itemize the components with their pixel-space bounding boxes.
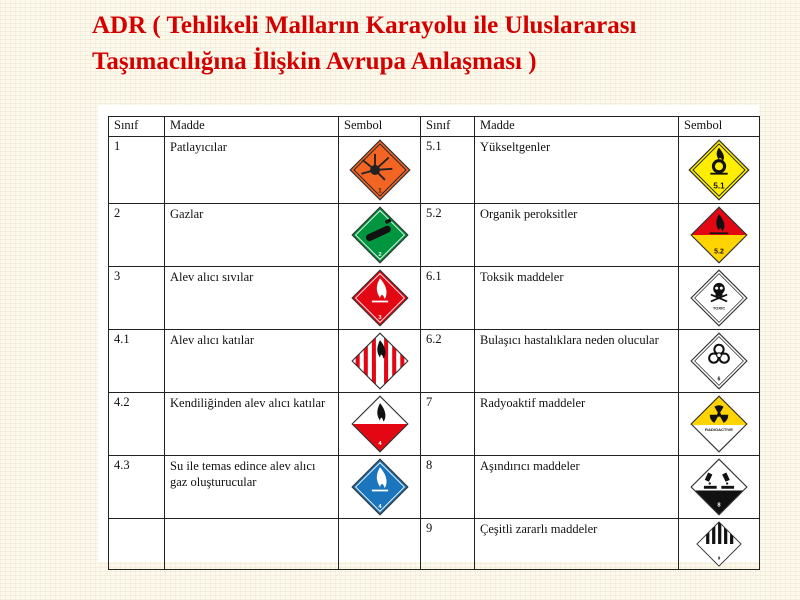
svg-text:3: 3 [377, 314, 382, 321]
symbol-cell [679, 267, 760, 330]
table-sheet [98, 105, 759, 562]
table-row [109, 456, 760, 519]
class-description [165, 519, 339, 570]
header-sembol: Sembol [679, 117, 760, 137]
class-number: 5.2 [421, 204, 475, 267]
header-sinif: Sınıf [109, 117, 165, 137]
table-row [109, 330, 760, 393]
class-description: Bulaşıcı hastalıklara neden olucular [475, 330, 679, 393]
symbol-cell-empty [339, 519, 421, 570]
symbol-cell [679, 519, 760, 570]
symbol-cell [339, 393, 421, 456]
class-number: 4.1 [109, 330, 165, 393]
corrosive-placard-icon [690, 458, 748, 516]
flammable-liquid-placard-icon [351, 269, 409, 327]
class-description: Yükseltgenler [475, 137, 679, 204]
page-title: ADR ( Tehlikeli Malların Karayolu ile Uluslararası Taşımacılığına İlişkin Avrupa Anlaşması ) [92, 12, 637, 75]
table-row [109, 137, 760, 204]
dangerous-when-wet-placard-icon [351, 458, 409, 516]
table-header-row [109, 117, 760, 137]
explosive-placard-icon [349, 139, 411, 201]
class-description: Organik peroksitler [475, 204, 679, 267]
header-madde: Madde [165, 117, 339, 137]
symbol-cell [679, 137, 760, 204]
svg-text:1: 1 [377, 187, 382, 195]
class-description: Çeşitli zararlı maddeler [475, 519, 679, 570]
class-description: Patlayıcılar [165, 137, 339, 204]
placard-label: RADIOACTIVE [705, 426, 733, 432]
class-description: Gazlar [165, 204, 339, 267]
class-number: 8 [421, 456, 475, 519]
svg-text:6: 6 [717, 376, 721, 383]
class-number: 3 [109, 267, 165, 330]
svg-text:8: 8 [717, 502, 721, 509]
header-madde: Madde [475, 117, 679, 137]
oxidizer-placard-icon [688, 139, 750, 201]
class-description: Kendiliğinden alev alıcı katılar [165, 393, 339, 456]
class-description: Aşındırıcı maddeler [475, 456, 679, 519]
symbol-cell [679, 330, 760, 393]
svg-text:9: 9 [717, 555, 721, 561]
placard-label: TOXIC [712, 305, 726, 311]
class-number: 6.1 [421, 267, 475, 330]
class-number: 7 [421, 393, 475, 456]
organic-peroxide-placard-icon [690, 206, 748, 264]
table-row [109, 519, 760, 570]
class-number: 6.2 [421, 330, 475, 393]
flammable-solid-placard-icon [351, 332, 409, 390]
class-description: Alev alıcı sıvılar [165, 267, 339, 330]
gas-cylinder-placard-icon [351, 206, 409, 264]
table-caption-cropped [98, 101, 759, 113]
symbol-cell [339, 204, 421, 267]
class-number: 4.2 [109, 393, 165, 456]
symbol-cell [339, 456, 421, 519]
adr-classes-table [108, 116, 760, 570]
class-description: Alev alıcı katılar [165, 330, 339, 393]
svg-text:4: 4 [377, 440, 382, 447]
miscellaneous-placard-icon [696, 521, 742, 567]
biohazard-placard-icon [690, 332, 748, 390]
svg-text:4: 4 [377, 503, 382, 510]
table-row [109, 267, 760, 330]
header-sinif: Sınıf [421, 117, 475, 137]
class-number: 9 [421, 519, 475, 570]
svg-text:2: 2 [377, 251, 382, 258]
class-description: Su ile temas edince alev alıcı gaz oluşturucular [165, 456, 339, 519]
class-description: Radyoaktif maddeler [475, 393, 679, 456]
placard-number: 5.1 [713, 181, 725, 191]
spontaneous-combustion-placard-icon [351, 395, 409, 453]
class-number: 5.1 [421, 137, 475, 204]
toxic-skull-placard-icon [690, 269, 748, 327]
symbol-cell [339, 330, 421, 393]
header-sembol: Sembol [339, 117, 421, 137]
symbol-cell [339, 137, 421, 204]
class-number [109, 519, 165, 570]
radioactive-placard-icon [690, 395, 748, 453]
symbol-cell [679, 456, 760, 519]
class-number: 1 [109, 137, 165, 204]
placard-number: 5.2 [714, 248, 724, 256]
symbol-cell [339, 267, 421, 330]
symbol-cell [679, 204, 760, 267]
class-description: Toksik maddeler [475, 267, 679, 330]
symbol-cell [679, 393, 760, 456]
table-row [109, 393, 760, 456]
class-number: 2 [109, 204, 165, 267]
class-number: 4.3 [109, 456, 165, 519]
table-row [109, 204, 760, 267]
